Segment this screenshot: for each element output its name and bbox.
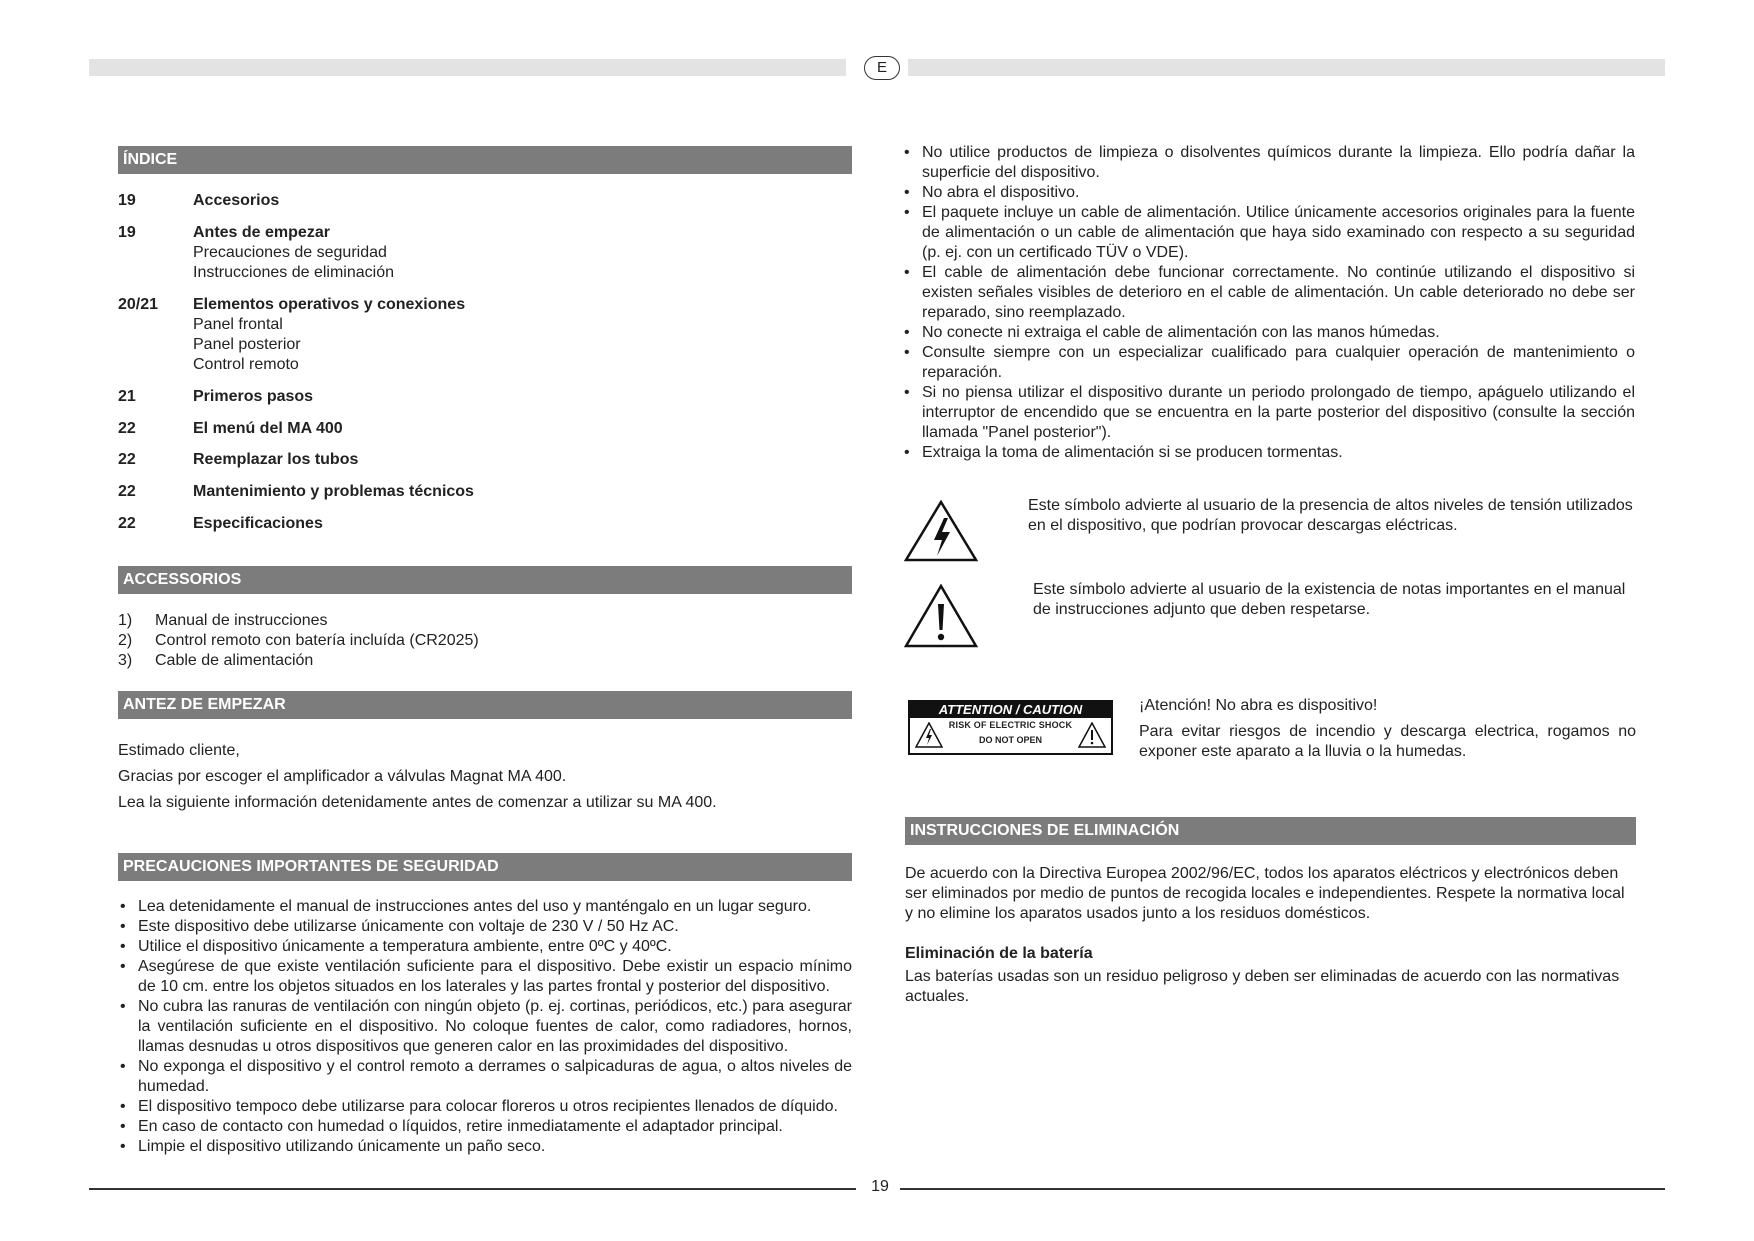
- list-item: • En caso de contacto con humedad o líquidos, retire inmediatamente el adaptador principal.: [118, 1117, 852, 1137]
- list-number: 3): [118, 652, 133, 669]
- list-item: • No abra el dispositivo.: [902, 183, 1635, 203]
- toc-subentry: Panel posterior: [193, 336, 301, 353]
- caution-heading-text: ¡Atención! No abra es dispositivo!: [1139, 697, 1378, 714]
- caution-label-body: [910, 718, 1111, 753]
- list-item: • Extraiga la toma de alimentación si se producen tormentas.: [902, 443, 1635, 463]
- toc-subentry: Instrucciones de eliminación: [193, 264, 394, 281]
- intro-paragraph: Gracias por escoger el amplificador a válvulas Magnat MA 400.: [118, 768, 567, 785]
- list-item: [118, 631, 479, 651]
- accessorios-heading: ACCESSORIOS: [118, 566, 852, 594]
- list-text: Cable de alimentación: [155, 652, 314, 669]
- toc-page: 22: [118, 515, 136, 532]
- page-number: 19: [871, 1178, 889, 1195]
- greeting-paragraph: Estimado cliente,: [118, 742, 240, 759]
- list-item: • El paquete incluye un cable de alimentación. Utilice únicamente accesorios originales para la fuente de alimentación o un cable de alimentación que haya sido examinado con respecto a su seguridad (p. ej. con un certificado TÜV o VDE).: [902, 203, 1635, 263]
- toc-title: Especificaciones: [193, 515, 323, 532]
- toc-title: Mantenimiento y problemas técnicos: [193, 483, 474, 500]
- list-item: • Consulte siempre con un especializar cualificado para cualquier operación de mantenimiento o reparación.: [902, 343, 1635, 383]
- language-badge: E: [864, 56, 900, 80]
- list-item: • Asegúrese de que existe ventilación suficiente para el dispositivo. Debe existir un espacio mínimo de 10 cm. entre los objetos situados en los laterales y las partes frontal y posterior del dispositivo.: [118, 957, 852, 997]
- list-item: • No conecte ni extraiga el cable de alimentación con las manos húmedas.: [902, 323, 1635, 343]
- lightning-icon: [915, 722, 943, 748]
- header-bar-right: [908, 59, 1665, 76]
- toc-page: 19: [118, 224, 136, 241]
- list-text: Manual de instrucciones: [155, 612, 328, 629]
- safety-bullet-list: [118, 897, 852, 1157]
- caution-label: [908, 700, 1113, 755]
- header-bar-left: [89, 59, 846, 76]
- list-number: 1): [118, 612, 133, 629]
- list-item: • No utilice productos de limpieza o disolventes químicos durante la limpieza. Ello podría dañar la superficie del dispositivo.: [902, 143, 1635, 183]
- list-item: • El dispositivo tempoco debe utilizarse para colocar floreros u otros recipientes llenados de díquido.: [118, 1097, 852, 1117]
- indice-heading: ÍNDICE: [118, 146, 852, 174]
- toc-page: 21: [118, 388, 136, 405]
- list-item: [118, 651, 313, 671]
- toc-title: Antes de empezar: [193, 224, 330, 241]
- list-number: 2): [118, 632, 133, 649]
- toc-subentry: Precauciones de seguridad: [193, 244, 387, 261]
- toc-page: 22: [118, 420, 136, 437]
- toc-subentry: Control remoto: [193, 356, 299, 373]
- list-item: • Utilice el dispositivo únicamente a temperatura ambiente, entre 0ºC y 40ºC.: [118, 937, 852, 957]
- eliminacion-heading: INSTRUCCIONES DE ELIMINACIÓN: [905, 817, 1636, 845]
- antez-heading: ANTEZ DE EMPEZAR: [118, 691, 852, 719]
- toc-subentry: Panel frontal: [193, 316, 283, 333]
- toc-title: Primeros pasos: [193, 388, 314, 405]
- footer-rule-right: [900, 1188, 1665, 1190]
- list-item: • Lea detenidamente el manual de instrucciones antes del uso y manténgalo en un lugar seguro.: [118, 897, 852, 917]
- list-item: • No exponga el dispositivo y el control remoto a derrames o salpicaduras de agua, o altos niveles de humedad.: [118, 1057, 852, 1097]
- safety-bullet-list-continued: [902, 143, 1635, 463]
- list-text: Control remoto con batería incluída (CR2025): [155, 632, 479, 649]
- caution-label-title: ATTENTION / CAUTION: [910, 702, 1111, 718]
- intro-paragraph: Lea la siguiente información detenidamente antes de comenzar a utilizar su MA 400.: [118, 794, 717, 811]
- list-item: • No cubra las ranuras de ventilación con ningún objeto (p. ej. cortinas, periódicos, etc.) para asegurar la ventilación suficiente en el dispositivo. No coloque fuentes de calor, como radiadores, hornos, llamas desnudas u otros dispositivos que generen calor en las proximidades del dispositivo.: [118, 997, 852, 1057]
- caution-label-line2: DO NOT OPEN: [978, 735, 1042, 745]
- exclamation-icon: [1078, 722, 1106, 748]
- precauciones-heading: PRECAUCIONES IMPORTANTES DE SEGURIDAD: [118, 853, 852, 881]
- toc-title: Reemplazar los tubos: [193, 451, 359, 468]
- toc-page: 22: [118, 451, 136, 468]
- list-item: • Si no piensa utilizar el dispositivo durante un periodo prolongado de tiempo, apáguelo utilizando el interruptor de encendido que se encuentra en la parte posterior del dispositivo (consulte la sección llamada "Panel posterior").: [902, 383, 1635, 443]
- lightning-warning-icon: [904, 500, 978, 562]
- list-item: • El cable de alimentación debe funcionar correctamente. No continúe utilizando el dispositivo si existen señales visibles de deterioro en el cable de alimentación. Un cable deteriorado no debe ser reparado, sino reemplazado.: [902, 263, 1635, 323]
- exclamation-warning-icon: [904, 584, 978, 648]
- footer-rule-left: [89, 1188, 856, 1190]
- toc-title: El menú del MA 400: [193, 420, 343, 437]
- battery-heading: Eliminación de la batería: [905, 945, 1093, 962]
- toc-page: 22: [118, 483, 136, 500]
- caution-label-line1: RISK OF ELECTRIC SHOCK: [948, 720, 1073, 730]
- toc-page: 19: [118, 192, 136, 209]
- list-item: [118, 611, 328, 631]
- battery-paragraph: Las baterías usadas son un residuo peligroso y deben ser eliminadas de acuerdo con las normativas actuales.: [905, 968, 1620, 1005]
- exclamation-symbol-description: Este símbolo advierte al usuario de la existencia de notas importantes en el manual de instrucciones adjunto que deben respetarse.: [1033, 581, 1626, 618]
- list-item: • Limpie el dispositivo utilizando únicamente un paño seco.: [118, 1137, 852, 1157]
- toc-title: Elementos operativos y conexiones: [193, 296, 466, 313]
- caution-body-text: Para evitar riesgos de incendio y descarga electrica, rogamos no exponer este aparato a la lluvia o la humedas.: [1139, 723, 1636, 760]
- disposal-paragraph: De acuerdo con la Directiva Europea 2002/96/EC, todos los aparatos eléctricos y electrónicos deben ser eliminados por medio de puntos de recogida locales e independientes. Respete la normativa local y no elimine los aparatos usados junto a los residuos domésticos.: [905, 865, 1625, 922]
- lightning-symbol-description: Este símbolo advierte al usuario de la presencia de altos niveles de tensión utilizados en el dispositivo, que podrían provocar descargas eléctricas.: [1028, 497, 1633, 534]
- toc-page: 20/21: [118, 296, 159, 313]
- list-item: • Este dispositivo debe utilizarse únicamente con voltaje de 230 V / 50 Hz AC.: [118, 917, 852, 937]
- toc-title: Accesorios: [193, 192, 280, 209]
